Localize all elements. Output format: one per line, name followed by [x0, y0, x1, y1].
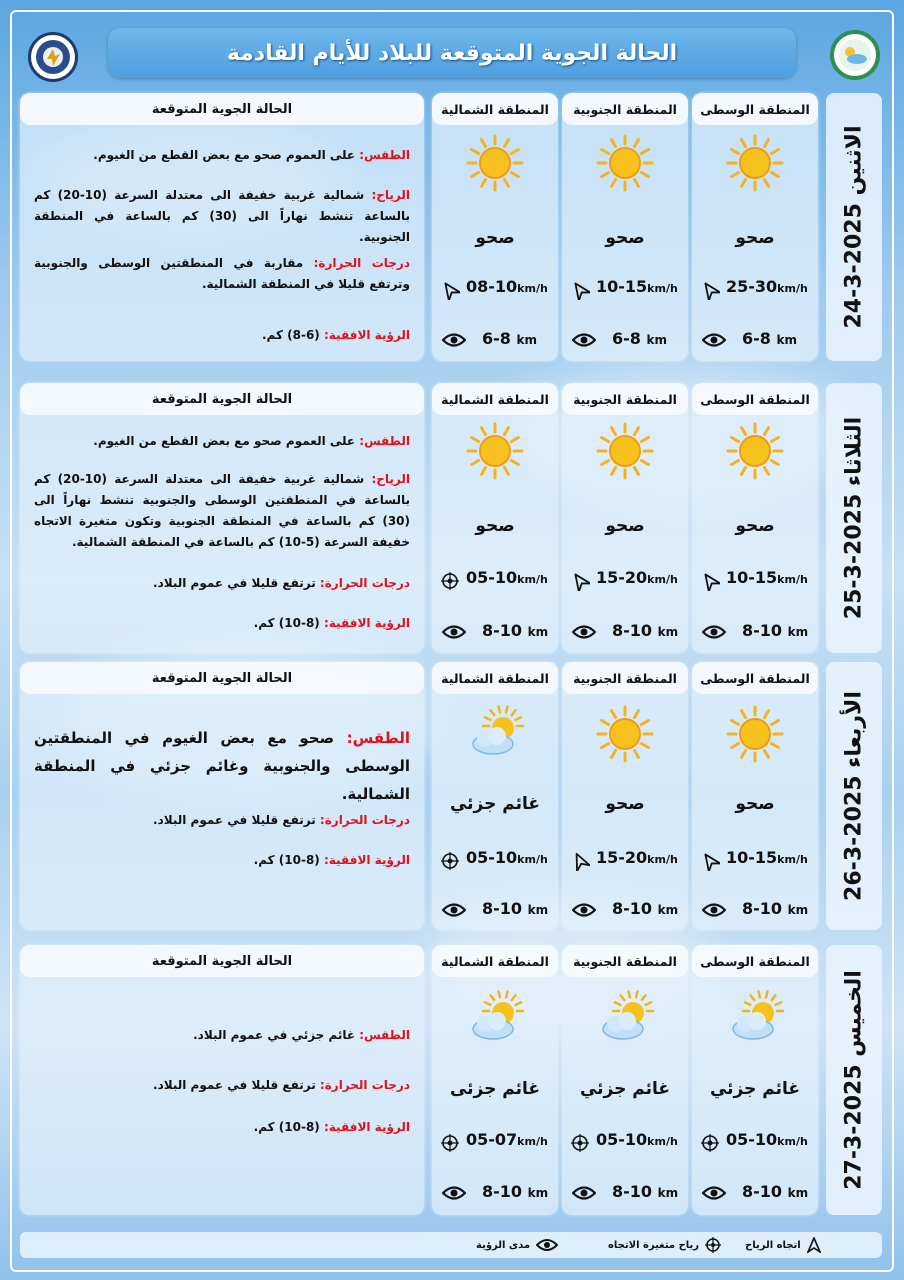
wind-row	[692, 277, 818, 301]
visibility-unit: km	[776, 333, 797, 347]
visibility-unit: km	[787, 625, 809, 639]
wind-speed-value: 05-10	[466, 568, 518, 587]
forecast-description-title: الحالة الجوية المتوقعة	[20, 383, 424, 415]
description-temp-label: درجات الحرارة:	[319, 576, 410, 590]
description-temp-text: مقاربة في المنطقتين الوسطى والجنوبية وترتفع قليلا في المنطقة الشمالية.	[34, 256, 410, 291]
wind-speed-unit: km/h	[517, 1135, 548, 1148]
day-section	[20, 662, 882, 930]
wind-speed	[596, 848, 678, 867]
description-temp	[34, 1075, 410, 1096]
description-vis	[110, 1117, 410, 1138]
wind-speed-value: 25-30	[726, 277, 778, 296]
wind-row	[432, 848, 558, 872]
sun-icon	[725, 421, 785, 481]
visibility-value	[612, 1182, 678, 1201]
wind-row	[692, 568, 818, 592]
legend-wind-direction	[745, 1236, 821, 1254]
region-name: المنطقة الشمالية	[432, 93, 558, 125]
description-vis	[110, 850, 410, 871]
wind-speed-value: 05-10	[726, 1130, 778, 1149]
visibility-range: 8-10	[612, 1182, 653, 1201]
partly-cloudy-icon	[465, 989, 525, 1049]
region-card	[562, 945, 688, 1215]
wind-speed-value: 08-10	[466, 277, 518, 296]
region-card	[562, 383, 688, 653]
eye-icon	[572, 902, 596, 918]
weather-condition: غائم جزئى	[449, 1079, 541, 1099]
description-weather	[34, 724, 410, 808]
description-weather	[34, 431, 410, 452]
region-card	[432, 662, 558, 930]
description-temp	[34, 810, 410, 831]
wind-speed	[596, 277, 678, 296]
forecast-description-card	[20, 383, 424, 653]
visibility-value	[482, 621, 548, 640]
wind-speed-unit: km/h	[777, 1135, 808, 1148]
visibility-value	[612, 899, 678, 918]
description-weather-label: الطقس:	[359, 1028, 410, 1042]
visibility-row	[562, 620, 688, 644]
region-card	[692, 945, 818, 1215]
visibility-row	[692, 328, 818, 352]
visibility-row	[562, 898, 688, 922]
wind-arrow-icon	[700, 851, 720, 871]
visibility-value	[482, 899, 548, 918]
visibility-value	[742, 899, 808, 918]
wind-row	[562, 277, 688, 301]
region-card	[562, 662, 688, 930]
sun-icon	[595, 704, 655, 764]
wind-speed	[726, 568, 808, 587]
weather-condition: غائم جزئي	[449, 794, 541, 814]
description-vis-label: الرؤية الافقية:	[323, 853, 410, 867]
visibility-range: 8-10	[742, 1182, 783, 1201]
legend-visibility	[476, 1236, 558, 1254]
visibility-row	[562, 1181, 688, 1205]
forecast-description-title: الحالة الجوية المتوقعة	[20, 93, 424, 125]
visibility-value	[742, 1182, 808, 1201]
description-temp	[34, 573, 410, 594]
visibility-range: 6-8	[742, 329, 771, 348]
visibility-value	[742, 621, 808, 640]
sun-icon	[465, 421, 525, 481]
visibility-row	[432, 328, 558, 352]
forecast-description-title: الحالة الجوية المتوقعة	[20, 662, 424, 694]
description-weather-label: الطقس:	[359, 148, 410, 162]
visibility-row	[432, 898, 558, 922]
visibility-value	[612, 329, 667, 348]
wind-speed-value: 10-15	[726, 568, 778, 587]
wind-speed-unit: km/h	[647, 853, 678, 866]
wind-arrow-icon	[700, 280, 720, 300]
variable-wind-icon	[705, 1237, 721, 1253]
visibility-unit: km	[657, 625, 679, 639]
wind-row	[432, 1130, 558, 1154]
visibility-unit: km	[657, 1186, 679, 1200]
visibility-unit: km	[516, 333, 537, 347]
variable-wind-icon	[440, 1133, 460, 1153]
description-wind-text: شمالية غربية خفيفة الى معتدلة السرعة (10-20) كم بالساعة في المنطقتين الوسطى والجنوبية تنشط نهاراً الى (30) كم بالساعة في المنطقة الجنوبية وتكون متغيرة الاتجاه خفيفة السرعة (5-10) كم بالساعة في المنطقة الشمالية.	[34, 472, 410, 549]
region-card	[692, 662, 818, 930]
visibility-range: 8-10	[612, 899, 653, 918]
region-name: المنطقة الجنوبية	[562, 383, 688, 415]
wind-speed-value: 05-07	[466, 1130, 518, 1149]
visibility-value	[482, 1182, 548, 1201]
day-date-card	[826, 93, 882, 361]
wind-speed-value: 05-10	[596, 1130, 648, 1149]
eye-icon	[442, 624, 466, 640]
visibility-value	[742, 329, 797, 348]
day-date-card	[826, 383, 882, 653]
day-date: الأربعاء 2025-3-26	[841, 691, 867, 901]
eye-icon	[442, 1185, 466, 1201]
wind-arrow-icon	[570, 571, 590, 591]
day-date: الثلاثاء 2025-3-25	[841, 416, 867, 620]
wind-speed-unit: km/h	[647, 573, 678, 586]
visibility-range: 8-10	[742, 621, 783, 640]
wind-speed	[726, 277, 808, 296]
description-temp-label: درجات الحرارة:	[319, 813, 410, 827]
sun-icon	[595, 421, 655, 481]
variable-wind-icon	[700, 1133, 720, 1153]
day-date-card	[826, 662, 882, 930]
region-name: المنطقة الوسطى	[692, 945, 818, 977]
visibility-unit: km	[527, 903, 549, 917]
wind-speed	[466, 277, 548, 296]
region-card	[692, 93, 818, 361]
wind-speed	[726, 848, 808, 867]
partly-cloudy-icon	[595, 989, 655, 1049]
wind-speed	[466, 848, 548, 867]
visibility-range: 8-10	[482, 899, 523, 918]
wind-speed	[466, 568, 548, 587]
weather-condition: صحو	[475, 516, 515, 536]
description-wind	[34, 185, 410, 248]
day-section	[20, 383, 882, 653]
description-wind-label: الرياح:	[371, 472, 410, 486]
wind-row	[432, 568, 558, 592]
wind-speed-unit: km/h	[647, 282, 678, 295]
legend-variable-wind	[608, 1236, 721, 1254]
visibility-row	[692, 620, 818, 644]
day-date-card	[826, 945, 882, 1215]
visibility-unit: km	[787, 903, 809, 917]
wind-speed-unit: km/h	[777, 282, 808, 295]
meteorology-logo	[28, 32, 78, 82]
visibility-unit: km	[646, 333, 667, 347]
forecast-description-card	[20, 93, 424, 361]
visibility-row	[432, 620, 558, 644]
eye-icon	[442, 902, 466, 918]
region-name: المنطقة الشمالية	[432, 662, 558, 694]
region-name: المنطقة الجنوبية	[562, 662, 688, 694]
wind-speed-value: 15-20	[596, 848, 648, 867]
legend-wind-direction-label: اتجاه الرياح	[745, 1239, 801, 1251]
weather-condition: صحو	[735, 794, 775, 814]
header-bar	[108, 28, 796, 78]
wind-arrow-icon	[570, 851, 590, 871]
legend-variable-wind-label: رياح متغيرة الاتجاه	[608, 1239, 700, 1251]
visibility-row	[432, 1181, 558, 1205]
region-name: المنطقة الجنوبية	[562, 93, 688, 125]
description-vis-text: (8-10) كم.	[253, 1120, 324, 1134]
weather-condition: صحو	[605, 794, 645, 814]
weather-condition: صحو	[735, 228, 775, 248]
visibility-row	[692, 1181, 818, 1205]
description-vis-label: الرؤية الافقية:	[323, 328, 410, 342]
region-name: المنطقة الوسطى	[692, 662, 818, 694]
forecast-description-card	[20, 662, 424, 930]
region-name: المنطقة الجنوبية	[562, 945, 688, 977]
region-card	[692, 383, 818, 653]
wind-speed-unit: km/h	[777, 573, 808, 586]
visibility-unit: km	[527, 1186, 549, 1200]
visibility-unit: km	[657, 903, 679, 917]
description-vis-text: (6-8) كم.	[261, 328, 324, 342]
variable-wind-icon	[440, 571, 460, 591]
eye-icon	[572, 1185, 596, 1201]
eye-icon	[442, 332, 466, 348]
region-card	[432, 945, 558, 1215]
wind-speed-unit: km/h	[517, 853, 548, 866]
variable-wind-icon	[570, 1133, 590, 1153]
description-weather-label: الطقس:	[359, 434, 410, 448]
sun-icon	[725, 704, 785, 764]
wind-row	[562, 848, 688, 872]
description-vis-label: الرؤية الافقية:	[323, 1120, 410, 1134]
wind-arrow-icon	[440, 280, 460, 300]
weather-condition: غائم جزئي	[579, 1079, 671, 1099]
visibility-range: 8-10	[482, 1182, 523, 1201]
wind-speed	[726, 1130, 808, 1149]
partly-cloudy-icon	[725, 989, 785, 1049]
wind-arrow-icon	[700, 571, 720, 591]
wind-speed	[596, 1130, 678, 1149]
region-name: المنطقة الوسطى	[692, 383, 818, 415]
description-vis-label: الرؤية الافقية:	[323, 616, 410, 630]
visibility-value	[612, 621, 678, 640]
region-name: المنطقة الشمالية	[432, 945, 558, 977]
description-weather-text: غائم جزئي في عموم البلاد.	[193, 1028, 360, 1042]
page-title: الحالة الجوية المتوقعة للبلاد للأيام القادمة	[226, 40, 678, 66]
eye-icon	[702, 1185, 726, 1201]
weather-condition: صحو	[605, 228, 645, 248]
description-wind-label: الرياح:	[371, 188, 410, 202]
visibility-range: 8-10	[612, 621, 653, 640]
description-wind-text: شمالية غربية خفيفة الى معتدلة السرعة (10-20) كم بالساعة تنشط نهاراً الى (30) كم بالساعة في المنطقة الجنوبية.	[34, 188, 410, 244]
eye-icon	[536, 1238, 558, 1252]
forecast-description-title: الحالة الجوية المتوقعة	[20, 945, 424, 977]
eye-icon	[572, 624, 596, 640]
weather-condition: صحو	[605, 516, 645, 536]
description-wind	[34, 469, 410, 553]
weather-condition: صحو	[735, 516, 775, 536]
wind-row	[562, 568, 688, 592]
wind-speed-value: 10-15	[596, 277, 648, 296]
wind-arrow-icon	[570, 280, 590, 300]
legend-visibility-label: مدى الرؤية	[476, 1239, 531, 1251]
wind-row	[692, 1130, 818, 1154]
description-vis	[34, 613, 410, 634]
wind-speed-unit: km/h	[517, 282, 548, 295]
wind-speed-unit: km/h	[517, 573, 548, 586]
eye-icon	[702, 902, 726, 918]
description-temp	[34, 253, 410, 295]
eye-icon	[572, 332, 596, 348]
sun-icon	[725, 133, 785, 193]
wind-speed-value: 15-20	[596, 568, 648, 587]
wind-speed-value: 05-10	[466, 848, 518, 867]
description-temp-text: ترتفع قليلا في عموم البلاد.	[153, 1078, 320, 1092]
visibility-row	[562, 328, 688, 352]
eye-icon	[702, 624, 726, 640]
visibility-range: 6-8	[612, 329, 641, 348]
description-vis	[34, 325, 410, 346]
description-vis-text: (8-10) كم.	[253, 853, 324, 867]
description-temp-text: ترتفع قليلا في عموم البلاد.	[153, 576, 320, 590]
visibility-unit: km	[787, 1186, 809, 1200]
visibility-range: 8-10	[482, 621, 523, 640]
description-weather	[110, 1025, 410, 1046]
description-temp-text: ترتفع قليلا في عموم البلاد.	[153, 813, 320, 827]
agency-logo	[830, 30, 880, 80]
visibility-unit: km	[527, 625, 549, 639]
wind-row	[692, 848, 818, 872]
wind-speed-unit: km/h	[647, 1135, 678, 1148]
weather-condition: غائم جزئي	[709, 1079, 801, 1099]
day-section	[20, 93, 882, 361]
day-section	[20, 945, 882, 1215]
description-weather	[34, 145, 410, 166]
description-temp-label: درجات الحرارة:	[313, 256, 410, 270]
visibility-range: 6-8	[482, 329, 511, 348]
visibility-value	[482, 329, 537, 348]
wind-speed	[466, 1130, 548, 1149]
description-weather-text: على العموم صحو مع بعض القطع من الغيوم.	[93, 148, 360, 162]
wind-row	[562, 1130, 688, 1154]
legend-bar	[20, 1232, 882, 1258]
description-weather-text: على العموم صحو مع بعض القطع من الغيوم.	[93, 434, 360, 448]
description-weather-label: الطقس:	[346, 729, 410, 747]
partly-cloudy-icon	[465, 704, 525, 764]
description-vis-text: (8-10) كم.	[253, 616, 324, 630]
region-card	[432, 93, 558, 361]
weather-condition: صحو	[475, 228, 515, 248]
eye-icon	[702, 332, 726, 348]
region-name: المنطقة الوسطى	[692, 93, 818, 125]
forecast-description-card	[20, 945, 424, 1215]
day-date: الاثنين 2025-3-24	[841, 125, 867, 329]
sun-icon	[595, 133, 655, 193]
region-card	[562, 93, 688, 361]
wind-speed-value: 10-15	[726, 848, 778, 867]
day-date: الخميس 2025-3-27	[841, 970, 867, 1190]
wind-speed	[596, 568, 678, 587]
visibility-range: 8-10	[742, 899, 783, 918]
wind-speed-unit: km/h	[777, 853, 808, 866]
region-name: المنطقة الشمالية	[432, 383, 558, 415]
region-card	[432, 383, 558, 653]
sun-icon	[465, 133, 525, 193]
description-temp-label: درجات الحرارة:	[319, 1078, 410, 1092]
visibility-row	[692, 898, 818, 922]
variable-wind-icon	[440, 851, 460, 871]
wind-arrow-icon	[807, 1237, 821, 1253]
description-weather-text: صحو مع بعض الغيوم في المنطقتين الوسطى والجنوبية وغائم جزئي في المنطقة الشمالية.	[34, 729, 410, 803]
wind-row	[432, 277, 558, 301]
